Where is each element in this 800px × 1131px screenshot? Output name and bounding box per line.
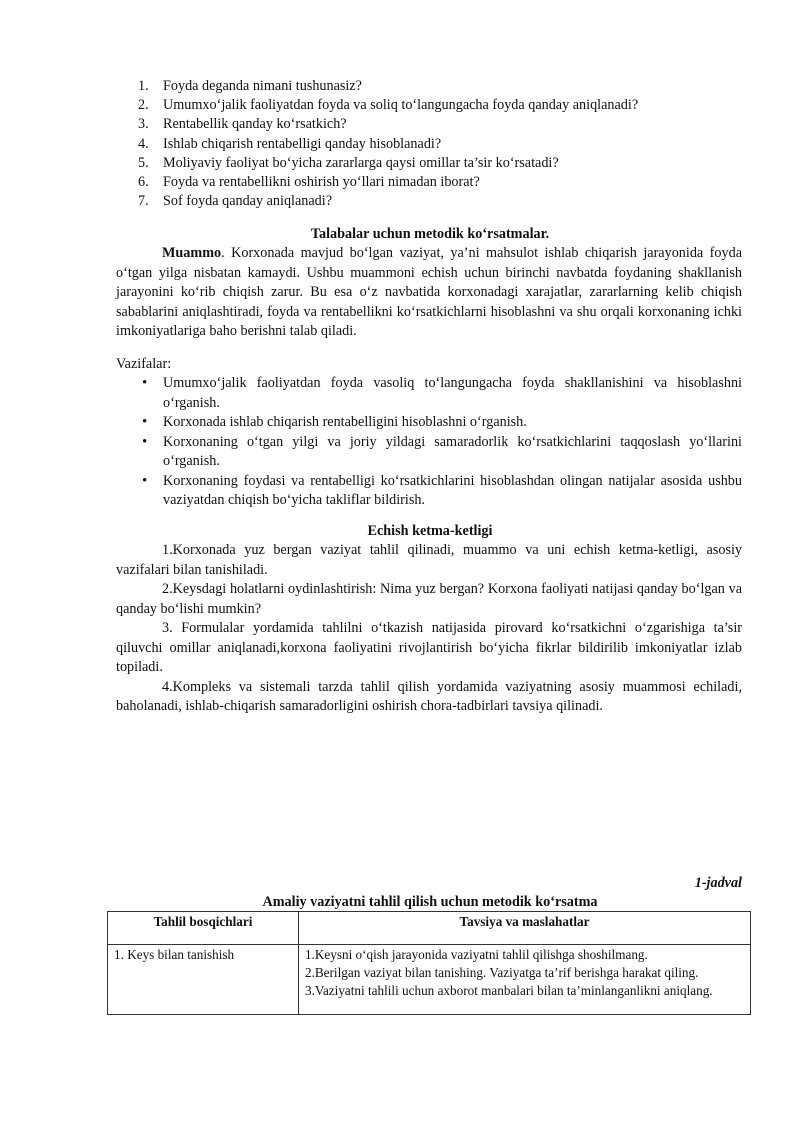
table-header-row xyxy=(108,912,751,945)
step-paragraph: 3. Formulalar yordamida tahlilni o‘tkazish natijasida pirovard ko‘rsatkichni o‘zgarishiga ta’sir qiluvchi omillar aniqlanadi,korxona faoliyatini rivojlantirish bo‘yicha fikrlar bildirilib imkoniyatlar izlab topiladi. xyxy=(116,620,742,675)
advice-item: 1.Keysni o‘qish jarayonida vaziyatni tahlil qilishga shoshilmang. xyxy=(305,947,648,962)
column-header: Tahlil bosqichlari xyxy=(108,912,299,945)
question-text: Foyda deganda nimani tushunasiz? xyxy=(163,78,362,94)
problem-label: Muammo xyxy=(162,245,222,261)
list-item: 2. Umumxo‘jalik faoliyatdan foyda va soliq to‘langungacha foyda qanday aniqlanadi? xyxy=(138,96,758,115)
question-text: Rentabellik qanday ko‘rsatkich? xyxy=(163,116,347,133)
stage-cell: 1. Keys bilan tanishish xyxy=(108,945,299,1015)
advice-cell xyxy=(299,945,751,1015)
question-list xyxy=(138,77,758,211)
list-item: • Korxonaning o‘tgan yilgi va joriy yildagi samaradorlik ko‘rsatkichlarini taqqoslash yo‘llarini o‘rganish. xyxy=(142,433,742,472)
list-item: 5. Moliyaviy faoliyat bo‘yicha zararlarga qaysi omillar ta’sir ko‘rsatadi? xyxy=(138,154,758,173)
list-item: • Korxonaning foydasi va rentabelligi ko‘rsatkichlarini hisoblashdan olingan natijalar asosida ushbu vaziyatdan chiqish bo‘yicha takliflar bildirish. xyxy=(142,472,742,511)
step-paragraph: 1.Korxonada yuz bergan vaziyat tahlil qilinadi, muammo va uni echish ketma-ketligi, asosiy vazifalari bilan tanishiladi. xyxy=(116,542,742,578)
question-text: Umumxo‘jalik faoliyatdan foyda va soliq to‘langungacha foyda qanday aniqlanadi? xyxy=(163,97,639,114)
list-item: 3. Rentabellik qanday ko‘rsatkich? xyxy=(138,115,758,134)
section-title-solution: Echish ketma-ketligi xyxy=(367,523,493,539)
solution-steps xyxy=(116,541,742,717)
question-text: Ishlab chiqarish rentabelligi qanday hisoblanadi? xyxy=(163,135,442,152)
section-title-guidelines: Talabalar uchun metodik ko‘rsatmalar. xyxy=(310,226,550,242)
list-item: 4. Ishlab chiqarish rentabelligi qanday hisoblanadi? xyxy=(138,135,758,154)
tasks-label: Vazifalar: xyxy=(116,356,172,372)
list-item: 1. Foyda deganda nimani tushunasiz? xyxy=(138,77,758,96)
problem-paragraph xyxy=(116,244,742,342)
column-header: Tavsiya va maslahatlar xyxy=(299,912,751,945)
list-item: 7. Sof foyda qanday aniqlanadi? xyxy=(138,192,758,211)
list-item: • Umumxo‘jalik faoliyatdan foyda vasoliq to‘langungacha foyda shakllanishini va hisoblashni o‘rganish. xyxy=(142,374,742,413)
tasks-list xyxy=(142,374,742,511)
table-row xyxy=(108,945,751,1015)
table-caption: Amaliy vaziyatni tahlil qilish uchun metodik ko‘rsatma xyxy=(262,894,598,910)
advice-item: 3.Vaziyatni tahlili uchun axborot manbalari bilan ta’minlanganlikni aniqlang. xyxy=(305,983,713,998)
guidance-table xyxy=(107,911,751,1015)
step-paragraph: 4.Kompleks va sistemali tarzda tahlil qilish yordamida vaziyatning asosiy muammosi echiladi, baholanadi, ishlab-chiqarish samaradorligini oshirish chora-tadbirlari tavsiya qilinadi. xyxy=(116,678,742,714)
question-text: Foyda va rentabellikni oshirish yo‘llari nimadan iborat? xyxy=(163,173,480,190)
list-item: 6. Foyda va rentabellikni oshirish yo‘llari nimadan iborat? xyxy=(138,173,758,192)
list-item: • Korxonada ishlab chiqarish rentabelligini hisoblashni o‘rganish. xyxy=(142,413,742,433)
advice-item: 2.Berilgan vaziyat bilan tanishing. Vaziyatga ta’rif berishga harakat qiling. xyxy=(305,965,699,980)
question-text: Moliyaviy faoliyat bo‘yicha zararlarga qaysi omillar ta’sir ko‘rsatadi? xyxy=(163,154,559,171)
table-label: 1-jadval xyxy=(694,875,742,891)
step-paragraph: 2.Keysdagi holatlarni oydinlashtirish: Nima yuz bergan? Korxona faoliyati natijasi qanday bo‘lgan va qanday bo‘lishi mumkin? xyxy=(116,581,742,617)
problem-text: . Korxonada mavjud bo‘lgan vaziyat, ya’ni mahsulot ishlab chiqarish jarayonida foyda o‘tgan yilga nisbatan kamaydi. Ushbu muammoni echish uchun birinchi navbatda foydaning shakllanish jarayonini ko‘rib chiqish zarur. Bu esa o‘z navbatida korxonadagi xarajatlar, zararlarning kelib chiqish sabablarini aniqlashtiradi, foyda va rentabellikni ko‘rsatkichlarni hisoblashni va shu orqali korxonaning ichki imkoniyatlariga baho berishni talab qiladi. xyxy=(116,245,742,339)
question-text: Sof foyda qanday aniqlanadi? xyxy=(163,193,333,210)
